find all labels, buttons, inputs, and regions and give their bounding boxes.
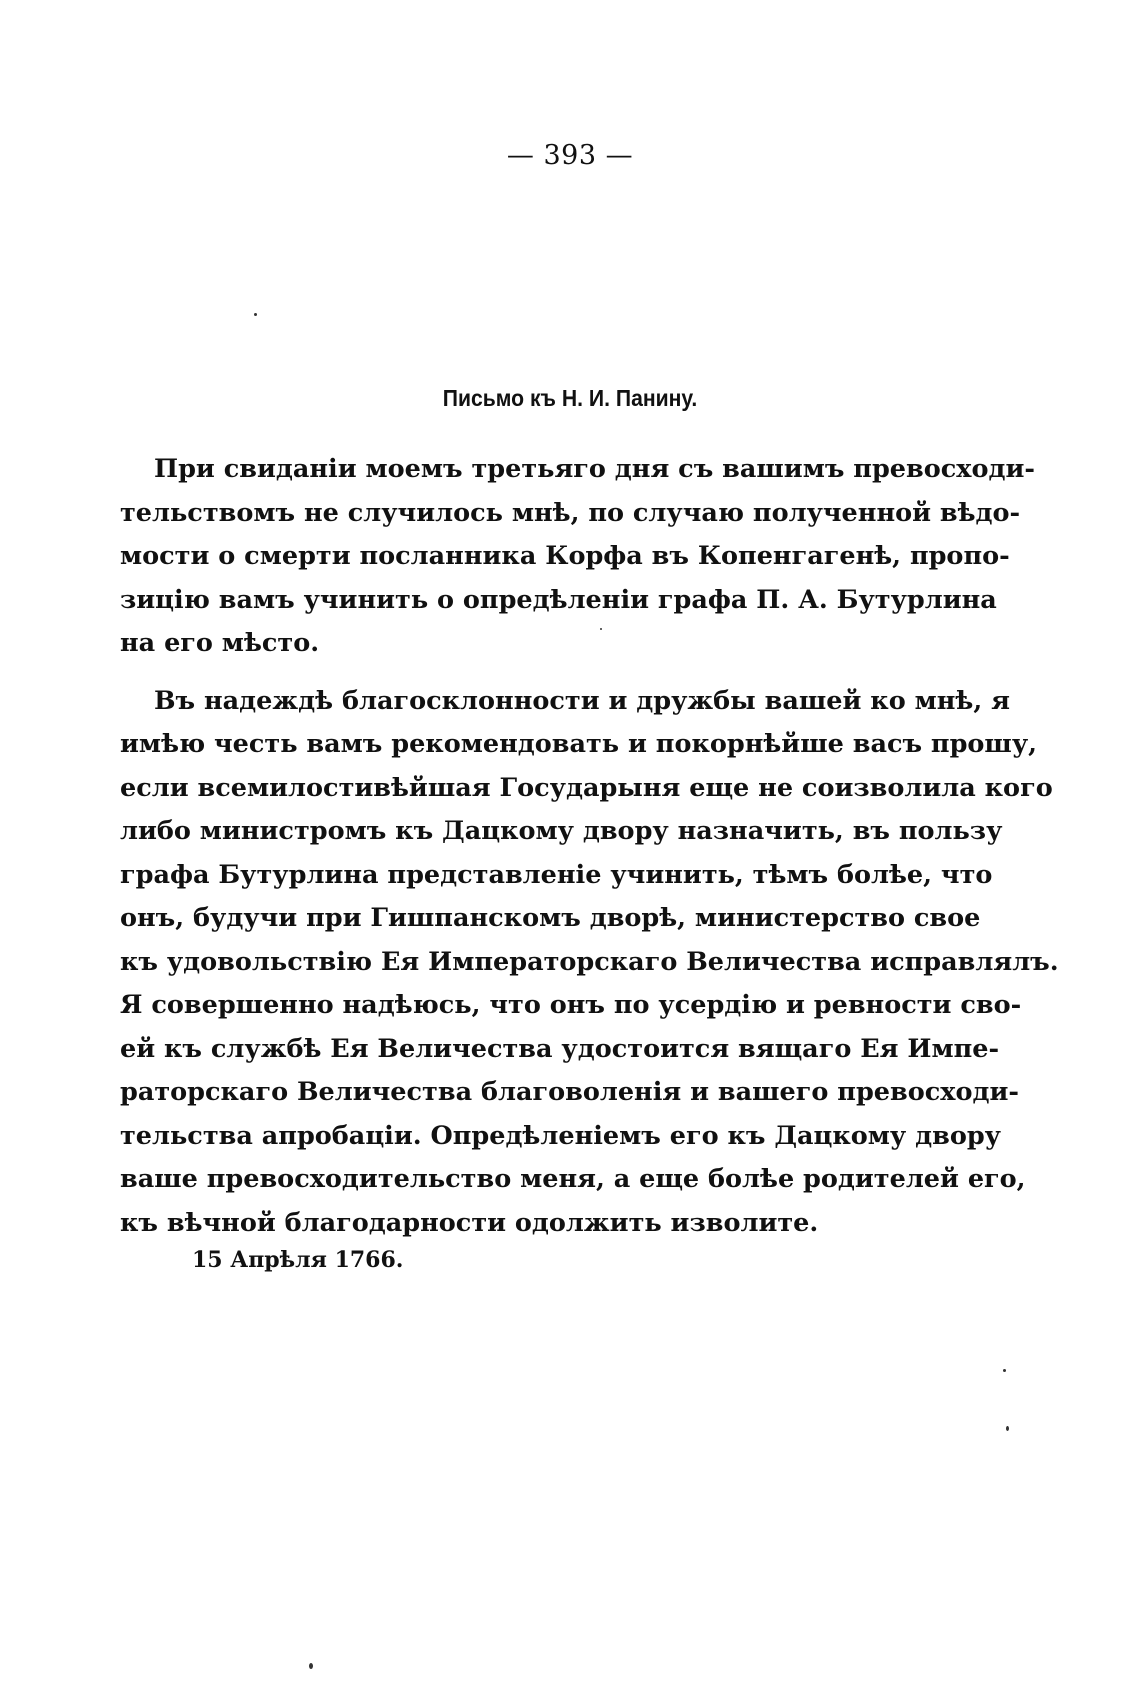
text-line: раторскаго Величества благоволенія и вашего превосходи- (120, 1077, 1019, 1107)
text-line: къ вѣчной благодарности одолжить изволите. (120, 1207, 819, 1238)
letter-title: Письмо къ Н. И. Панину. (442, 385, 698, 411)
text-line: мости о смерти посланника Корфа въ Копенгагенѣ, пропо- (120, 541, 1010, 571)
text-line: если всемилостивѣйшая Государыня еще не соизволила кого (120, 772, 1053, 803)
page-number: — 393 — (506, 140, 634, 171)
scan-speck (254, 313, 257, 316)
text-line: Въ надеждѣ благосклонности и дружбы вашей ко мнѣ, я (154, 685, 1010, 716)
letter-date: 15 Апрѣля 1766. (192, 1247, 404, 1273)
scan-speck (1006, 1426, 1009, 1431)
text-line: ваше превосходительство меня, а еще болѣе родителей его, (120, 1164, 1026, 1194)
text-line: тельствомъ не случилось мнѣ, по случаю полученной вѣдо- (120, 497, 1021, 528)
scan-speck (309, 1663, 313, 1669)
text-line: тельства апробаціи. Опредѣленіемъ его къ Дацкому двору (120, 1120, 1002, 1151)
scan-speck (1003, 1369, 1006, 1372)
text-line: ей къ службѣ Ея Величества удостоится вящаго Ея Импе- (120, 1033, 1000, 1064)
text-line: графа Бутурлина представленіе учинить, тѣмъ болѣе, что (120, 859, 993, 890)
text-line: онъ, будучи при Гишпанскомъ дворѣ, министерство свое (120, 903, 981, 933)
text-line: Я совершенно надѣюсь, что онъ по усердію и ревности сво- (120, 990, 1022, 1020)
scan-speck (600, 628, 602, 630)
text-line: на его мѣсто. (120, 628, 320, 658)
paragraph-2 (120, 680, 1059, 1246)
paragraph-1 (120, 448, 1035, 666)
text-line: имѣю честь вамъ рекомендовать и покорнѣйше васъ прошу, (120, 729, 1038, 759)
text-line: къ удовольствію Ея Императорскаго Величества исправлялъ. (120, 946, 1059, 977)
text-line: зицію вамъ учинить о опредѣленіи графа П. А. Бутурлина (120, 584, 997, 615)
text-line: При свиданіи моемъ третьяго дня съ вашимъ превосходи- (154, 454, 1035, 484)
letter-body (120, 448, 1059, 1245)
text-line: либо министромъ къ Дацкому двору назначить, въ пользу (120, 816, 1003, 846)
